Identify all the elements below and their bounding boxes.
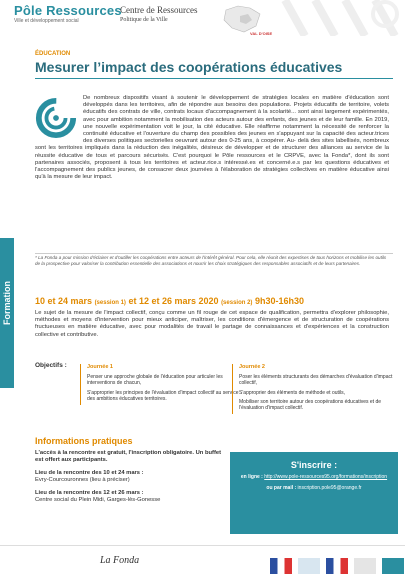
date-session2: 12 et 26 mars 2020 [138,296,219,306]
session2-label: (session 2) [221,300,253,306]
anct-logo-icon [298,558,320,574]
journee-1-block [80,364,245,405]
fonda-note: * La Fonda a pour mission d'éclairer et d'outiller les coopérations entre acteurs de l'intérêt général. Pour cela, elle réunit des expertises de tous horizons et mobilise les outils de la prospective pour valoriser la contribution essentielle des associations et nourrir les choix stratégiques des responsables associatifs et de leurs partenaires. [35,255,387,266]
intro-paragraph: De nombreux dispositifs visant à soutenir le développement de stratégies locales en matière d'éducation sont développés dans les territoires, afin de répondre aux besoins des populations. Projets éducatifs de territoire, volets éducatifs des contrats de ville, contrats locaux d'accompagnement à la scolarité... sont ainsi largement expérimentés, avec pour ambition notamment la mobilisation des acteurs autour des enfants, des jeunes et de leur famille. En 2019, une nouvelle expérimentation voit le jour, la cité éducative. Elle réaffirme notamment la nécessité de renforcer la continuité éducative et l'ouverture du champ des possibles des jeunes en s'appuyant sur la capacité des acteur.trices des diverses politiques sectorielles oeuvrant autour des 0-25 ans, à coopérer. Au- delà des sites labellisés, nombreux sont les territoires impliqués dans la réduction des inégalités, désireux de développer et de structurer des alliances au service de la réussite éducative de tous et parcours sécurisés. C'est pourquoi le Pôle ressources et le CRPVE, avec la Fonda*, dont ils sont partenaires associés, proposent à tous les territoires et acteur.rice.s intéressé.es et concerné.e.s par les questions éducatives et l'accompagnement des publics jeunes, de consacrer deux journées à l'élaboration de stratégies collectives en matière éducative ainsi qu'à la mesure de leur impact. [35,95,389,181]
journee-2-title: Journée 2 [239,364,265,370]
band-label: Formation [2,281,12,325]
org-tagline: Ville et développement social [14,18,79,24]
description-text: Le sujet de la mesure de l'impact collectif, conçu comme un fil rouge de cet espace de qualification, permettra d'explorer philosophie, méthodes et moyens d'intervention pour mieux anticiper, maîtriser, les conditions d'émergence et de structuration de coopérations fructueuses en matière éducative, avec pour modalités de travail le partage de connaissances et d'expériences et la construction collective et contributive. [35,310,389,338]
note-divider [35,253,393,254]
info-place1-label: Lieu de la rencontre des 10 et 24 mars : [35,470,144,476]
prefecture-logo-icon [326,558,348,574]
journee-2-item: Mobiliser son territoire autour des coopérations éducatives et de l'évaluation d'impact collectif. [239,398,382,412]
info-title: Informations pratiques [35,436,133,446]
partner-logos [270,556,404,576]
journee-1-item: Penser une approche globale de l'éducation pour articuler les interventions de chacun, [87,374,223,387]
info-block [35,450,225,510]
title-divider [35,78,393,79]
online-label: en ligne : [240,474,263,480]
objectives-label: Objectifs : [35,362,67,369]
org-name: Pôle Ressources [14,3,122,18]
journee-1-item: S'approprier les principes de l'évaluation d'impact collectif au service des ambitions éducatives territoires. [87,389,239,402]
page-title: Mesurer l’impact des coopérations éducatives [35,59,343,75]
pole-ressources-logo [14,3,124,24]
info-place2-label: Lieu de la rencontre des 12 et 26 mars : [35,490,144,496]
journee-2-item: Poser les éléments structurants des démarches d'évaluation d'impact collectif, [239,374,393,387]
republique-logo-icon [270,558,292,574]
fonda-logo: La Fonda [100,555,140,566]
journee-1-title: Journée 1 [87,364,113,370]
journee-2-block [232,364,397,414]
session-time: 9h30-16h30 [254,296,304,306]
intro-text [35,95,389,181]
journee-2-item: S'approprier des éléments de méthode et outils, [239,389,346,396]
partner-short: VAL D'OISE [250,31,273,36]
footer-divider [0,545,405,546]
inscription-title: S'inscrire : [290,460,338,470]
inscription-box [230,452,398,534]
section-tag: ÉDUCATION [35,51,71,57]
decorative-pattern-icon [275,0,405,36]
dates-and: et [128,296,137,306]
centre-line2: Politique de la Ville [120,17,168,23]
caf-logo-icon [382,558,404,574]
session1-label: (session 1) [94,300,126,306]
info-access: L'accès à la rencontre est gratuit, l'inscription obligatoire. Un buffet est offert aux participants. [35,450,222,463]
formation-band [0,238,14,388]
date-session1: 10 et 24 mars [35,296,93,306]
swirl-logo-icon [35,97,77,139]
inscription-link[interactable]: http://www.pole-ressources95.org/formations/inscription [264,474,388,480]
centre-line1: Centre de Ressources [120,5,198,15]
info-place1: Evry-Courcouronnes (lieu à préciser) [35,477,130,483]
region-logo-icon [354,558,376,574]
session-dates [35,296,304,306]
info-place2: Centre social du Plein Midi, Garges-lès-Gonesse [35,497,161,503]
inscription-mail[interactable]: inscription.pole95@orange.fr [297,485,362,491]
mail-label: ou par mail : [266,485,297,491]
